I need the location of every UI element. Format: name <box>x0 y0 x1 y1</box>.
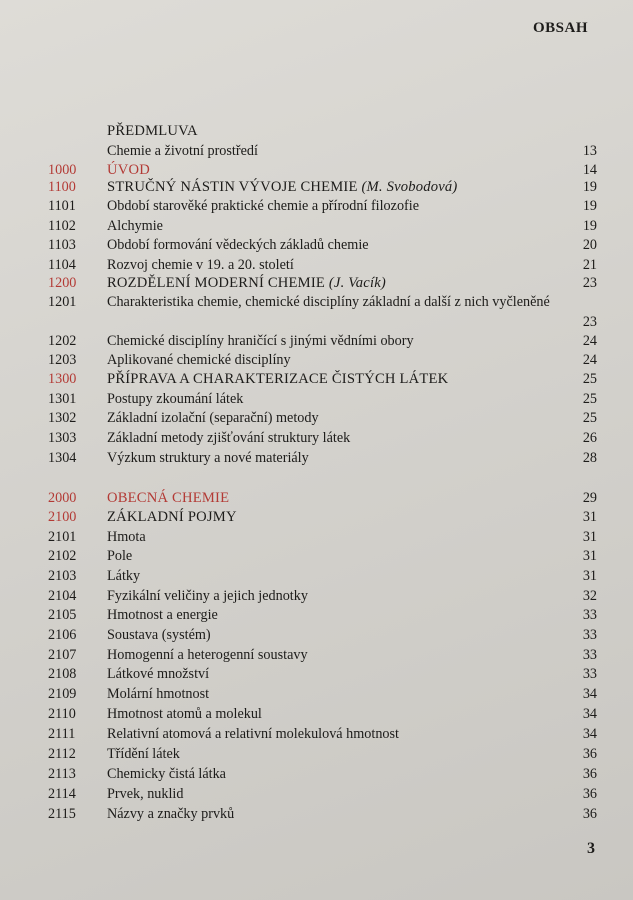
toc-entry-author: (J. Vacík) <box>328 275 386 291</box>
toc-entry-number: 1103 <box>48 237 76 253</box>
toc-entry-number: 1101 <box>48 198 76 214</box>
toc-entry-page: 13 <box>582 143 597 159</box>
toc-entry-page: 31 <box>582 548 597 564</box>
toc-entry-number: 2109 <box>48 686 77 702</box>
toc-entry-number: 2102 <box>48 548 77 564</box>
toc-entry-page: 26 <box>582 430 597 446</box>
toc-entry-number: 2108 <box>48 666 77 682</box>
toc-entry-number: 2107 <box>48 647 77 663</box>
toc-entry-page: 32 <box>582 588 597 604</box>
toc-entry-title: PŘEDMLUVA <box>107 123 198 139</box>
toc-entry-page: 33 <box>582 607 597 623</box>
toc-entry-number: 1200 <box>48 275 77 291</box>
toc-entry-title: Aplikované chemické disciplíny <box>107 352 291 368</box>
toc-entry-title: Období starověké praktické chemie a přírodní filozofie <box>107 198 420 214</box>
toc-entry-title: Charakteristika chemie, chemické disciplíny základní a další z nich vyčleněné <box>107 294 550 310</box>
toc-entry-number: 2114 <box>48 786 76 802</box>
toc-entry-page: 19 <box>582 218 597 234</box>
toc-entry-number: 2112 <box>48 746 76 762</box>
toc-entry-page: 28 <box>582 450 597 466</box>
toc-entry-title: Relativní atomová a relativní molekulová hmotnost <box>107 726 399 742</box>
toc-entry-title: Základní izolační (separační) metody <box>107 410 319 426</box>
toc-entry-title: Hmotnost a energie <box>107 607 218 623</box>
toc-entry-page: 36 <box>582 786 597 802</box>
toc-entry-page: 31 <box>582 568 597 584</box>
toc-entry-number: 1100 <box>48 179 76 195</box>
toc-entry-number: 1201 <box>48 294 77 310</box>
toc-entry-title: Fyzikální veličiny a jejich jednotky <box>107 588 308 604</box>
toc-entry-title: Soustava (systém) <box>107 627 211 643</box>
toc-entry-page: 25 <box>582 371 597 387</box>
toc-entry-page: 31 <box>582 509 597 525</box>
toc-entry-title: Třídění látek <box>107 746 180 762</box>
toc-entry-page: 14 <box>582 162 597 178</box>
toc-entry-page: 31 <box>582 529 597 545</box>
toc-entry-page: 23 <box>582 275 597 291</box>
toc-entry-number: 1300 <box>48 371 77 387</box>
toc-entry-title: Alchymie <box>107 218 163 234</box>
toc-entry-page: 23 <box>582 314 597 330</box>
toc-entry-title: ÚVOD <box>107 162 150 178</box>
toc-entry-page: 33 <box>582 666 597 682</box>
toc-entry-title: Období formování vědeckých základů chemie <box>107 237 369 253</box>
toc-entry-number: 1104 <box>48 257 76 273</box>
toc-entry-page: 21 <box>582 257 597 273</box>
toc-entry-page: 19 <box>582 179 597 195</box>
page-header-title: OBSAH <box>532 20 588 36</box>
toc-entry-title: Hmotnost atomů a molekul <box>107 706 262 722</box>
toc-entry-number: 1202 <box>48 333 77 349</box>
toc-entry-page: 24 <box>582 333 597 349</box>
toc-entry-title: Molární hmotnost <box>107 686 210 702</box>
toc-entry-number: 1302 <box>48 410 77 426</box>
toc-entry-page: 33 <box>582 627 597 643</box>
toc-entry-page: 19 <box>582 198 597 214</box>
toc-entry-title: PŘÍPRAVA A CHARAKTERIZACE ČISTÝCH LÁTEK <box>107 371 449 387</box>
toc-entry-number: 1303 <box>48 430 77 446</box>
toc-entry-title: STRUČNÝ NÁSTIN VÝVOJE CHEMIE (M. Svobodová) <box>107 179 458 195</box>
toc-entry-page: 34 <box>582 686 597 702</box>
toc-entry-title: ZÁKLADNÍ POJMY <box>107 509 237 525</box>
toc-entry-title: Látky <box>107 568 141 584</box>
toc-entry-title: Rozvoj chemie v 19. a 20. století <box>107 257 294 273</box>
page-number: 3 <box>587 840 595 857</box>
toc-entry-title: Postupy zkoumání látek <box>107 391 244 407</box>
toc-entry-number: 1301 <box>48 391 77 407</box>
toc-entry-title: Hmota <box>107 529 146 545</box>
toc-entry-number: 2103 <box>48 568 77 584</box>
toc-entry-page: 25 <box>582 391 597 407</box>
toc-entry-number: 2106 <box>48 627 77 643</box>
toc-entry-title: Pole <box>107 548 133 564</box>
toc-entry-page: 24 <box>582 352 597 368</box>
toc-entry-title: ROZDĚLENÍ MODERNÍ CHEMIE (J. Vacík) <box>107 275 386 291</box>
toc-entry-title: Základní metody zjišťování struktury látek <box>107 430 351 446</box>
toc-entry-page: 36 <box>582 766 597 782</box>
toc-entry-number: 1102 <box>48 218 76 234</box>
toc-entry-page: 25 <box>582 410 597 426</box>
toc-entry-number: 2104 <box>48 588 77 604</box>
toc-entry-title: Názvy a značky prvků <box>107 806 235 822</box>
toc-entry-number: 2100 <box>48 509 77 525</box>
toc-entry-page: 29 <box>582 490 597 506</box>
toc-entry-page: 34 <box>582 726 597 742</box>
toc-entry-number: 1304 <box>48 450 77 466</box>
toc-entry-title: Látkové množství <box>107 666 210 682</box>
toc-entry-page: 34 <box>582 706 597 722</box>
toc-entry-number: 2113 <box>48 766 76 782</box>
toc-entry-title: Homogenní a heterogenní soustavy <box>107 647 308 663</box>
toc-entry-title: Chemické disciplíny hraničící s jinými vědními obory <box>107 333 414 349</box>
toc-entry-title: Prvek, nuklid <box>107 786 184 802</box>
toc-entry-number: 1203 <box>48 352 77 368</box>
toc-entry-number: 2105 <box>48 607 77 623</box>
toc-entry-title: OBECNÁ CHEMIE <box>107 490 230 506</box>
toc-entry-page: 20 <box>582 237 597 253</box>
toc-entry-title: Chemie a životní prostředí <box>107 143 258 159</box>
toc-entry-number: 2115 <box>48 806 76 822</box>
toc-entry-number: 2101 <box>48 529 77 545</box>
toc-entry-number: 2000 <box>48 490 77 506</box>
toc-entry-title: Chemicky čistá látka <box>107 766 226 782</box>
toc-entry-number: 2111 <box>48 726 76 742</box>
toc-entry-number: 2110 <box>48 706 76 722</box>
toc-entry-page: 36 <box>582 746 597 762</box>
toc-entry-number: 1000 <box>48 162 77 178</box>
toc-entry-title: Výzkum struktury a nové materiály <box>107 450 309 466</box>
toc-entry-page: 33 <box>582 647 597 663</box>
toc-entry-page: 36 <box>582 806 597 822</box>
toc-entry-author: (M. Svobodová) <box>361 179 458 195</box>
